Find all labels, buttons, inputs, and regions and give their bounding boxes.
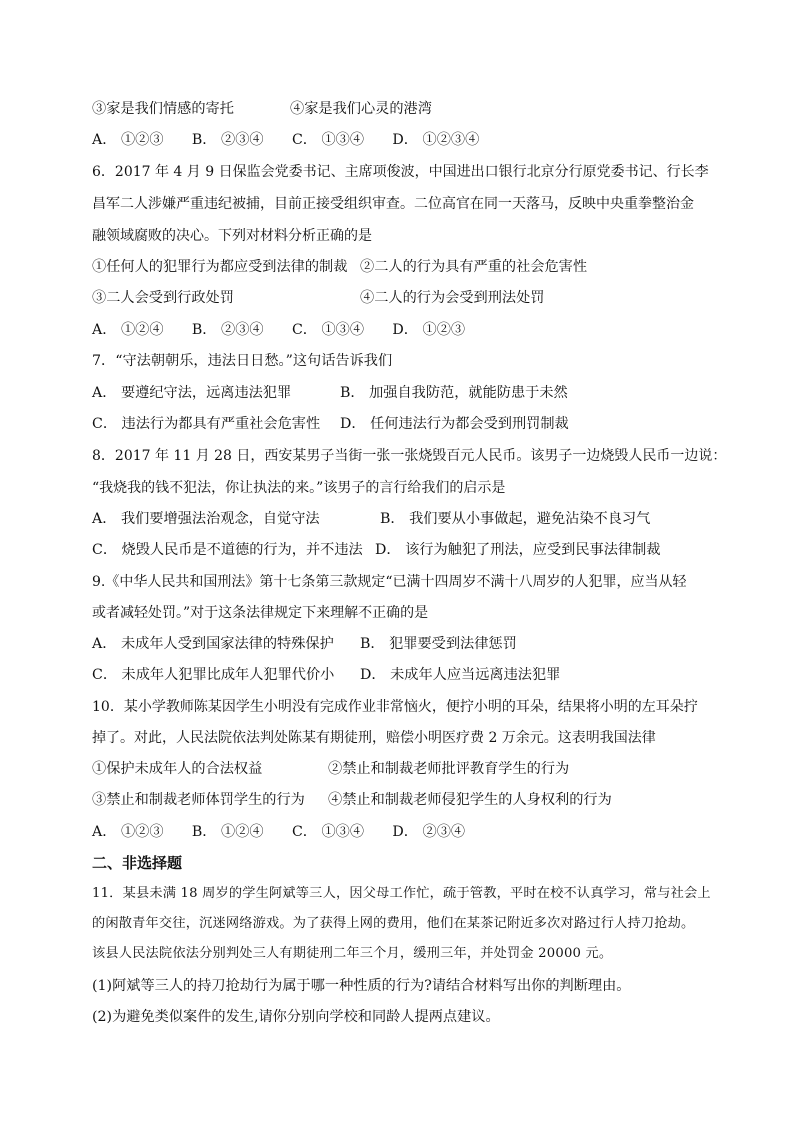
q8-stem-line2: “我烧我的钱不犯法，你让执法的来。”该男子的言行给我们的启示是 (92, 480, 506, 496)
q11-subquestion-1: (1)阿斌等三人的持刀抢劫行为属于哪一种性质的行为?请结合材料写出你的判断理由。 (92, 978, 631, 994)
q10-choices: A． ①②③ B． ①②④ C． ①③④ D． ②③④ (92, 824, 466, 840)
q7-option-a: A． 要遵纪守法，远离违法犯罪 (92, 385, 292, 401)
q6-option-3: ③二人会受到行政处罚 (92, 290, 234, 306)
q6-stem-line1: 6．2017 年 4 月 9 日保监会党委书记、主席项俊波，中国进出口银行北京分行原党委书记、行长李 (92, 164, 709, 180)
q9-option-c: C． 未成年人犯罪比成年人犯罪代价小 (92, 667, 335, 683)
q7-option-b: B． 加强自我防范，就能防患于未然 (340, 385, 568, 401)
q10-option-2: ②禁止和制裁老师批评教育学生的行为 (328, 761, 570, 777)
q9-stem-line2: 或者减轻处罚。”对于这条法律规定下来理解不正确的是 (92, 605, 429, 621)
q11-stem-line2: 的闲散青年交往，沉迷网络游戏。为了获得上网的费用，他们在某茶记附近多次对路过行人持刀抢劫。 (92, 916, 695, 931)
q10-stem-line1: 10．某小学教师陈某因学生小明没有完成作业非常恼火，便拧小明的耳朵，结果将小明的左耳朵拧 (92, 699, 698, 715)
q9-option-d: D． 未成年人应当远离违法犯罪 (360, 667, 561, 683)
q9-stem-line1: 9.《中华人民共和国刑法》第十七条第三款规定“已满十四周岁不满十八周岁的人犯罪，应当从轻 (92, 574, 687, 590)
q10-option-3: ③禁止和制裁老师体罚学生的行为 (92, 792, 305, 808)
q11-stem-line1: 11．某县未满 18 周岁的学生阿斌等三人，因父母工作忙，疏于管教，平时在校不认真学习，常与社会上 (92, 886, 711, 901)
q6-stem-line2: 昌军二人涉嫌严重违纪被捕，目前正接受组织审查。二位高官在同一天落马，反映中央重拳整治金 (92, 196, 694, 212)
q7-stem: 7．“守法朝朝乐，违法日日愁。”这句话告诉我们 (92, 353, 393, 369)
q10-option-1: ①保护未成年人的合法权益 (92, 761, 263, 777)
q10-option-4: ④禁止和制裁老师侵犯学生的人身权利的行为 (328, 792, 612, 808)
q5-choices: A． ①②③ B． ②③④ C． ①③④ D． ①②③④ (92, 132, 480, 148)
q8-option-b: B． 我们要从小事做起，避免沾染不良习气 (380, 511, 651, 527)
q5-option-4: ④家是我们心灵的港湾 (290, 101, 432, 117)
q6-option-1: ①任何人的犯罪行为都应受到法律的制裁 (92, 259, 348, 275)
q8-option-a: A． 我们要增强法治观念，自觉守法 (92, 511, 320, 527)
q8-stem-line1: 8．2017 年 11 月 28 日，西安某男子当街一张一张烧毁百元人民币。该男子一边烧毁人民币一边说： (92, 448, 727, 464)
q9-option-b: B． 犯罪要受到法律惩罚 (360, 636, 517, 652)
q8-option-d: D． 该行为触犯了刑法，应受到民事法律制裁 (375, 542, 661, 558)
q6-stem-line3: 融领域腐败的决心。下列对材料分析正确的是 (92, 228, 372, 244)
section-title: 二、非选择题 (92, 854, 183, 872)
q11-subquestion-2: (2)为避免类似案件的发生,请你分别向学校和同龄人提两点建议。 (92, 1009, 500, 1025)
q8-option-c: C． 烧毁人民币是不道德的行为，并不违法 (92, 542, 363, 558)
q7-option-c: C． 违法行为都具有严重社会危害性 (92, 416, 321, 432)
q10-stem-line2: 掉了。对此，人民法院依法判处陈某有期徒刑，赔偿小明医疗费 2 万余元。这表明我国法律 (92, 730, 656, 746)
q6-choices: A． ①②④ B． ②③④ C． ①③④ D． ①②③ (92, 322, 466, 338)
q6-option-4: ④二人的行为会受到刑法处罚 (360, 290, 545, 306)
q11-stem-line3: 该县人民法院依法分别判处三人有期徒刑二年三个月，缓刑三年，并处罚金 20000 元。 (92, 946, 613, 961)
q6-option-2: ②二人的行为具有严重的社会危害性 (360, 259, 588, 275)
q9-option-a: A． 未成年人受到国家法律的特殊保护 (92, 636, 334, 652)
q7-option-d: D． 任何违法行为都会受到刑罚制裁 (340, 416, 569, 432)
q5-option-3: ③家是我们情感的寄托 (92, 101, 234, 117)
